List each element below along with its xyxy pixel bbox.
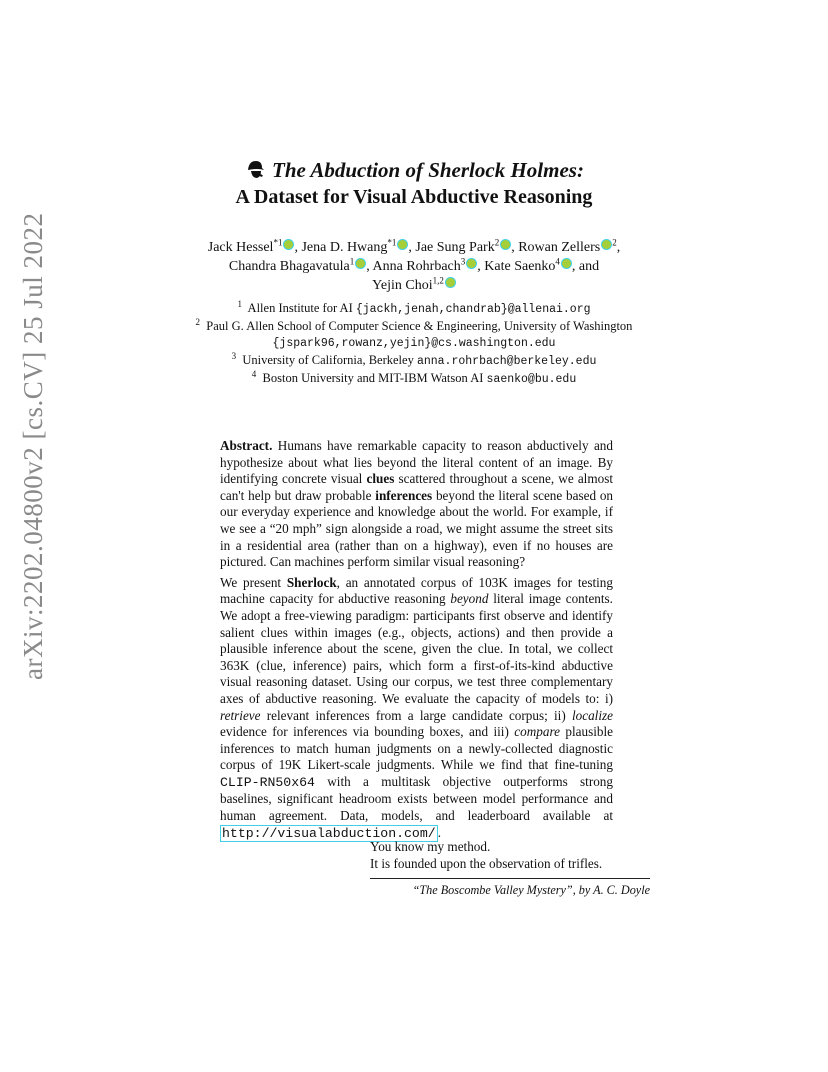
orcid-icon[interactable] bbox=[283, 239, 294, 250]
author-name: Yejin Choi bbox=[372, 278, 433, 293]
abstract-label: Abstract. bbox=[220, 438, 273, 453]
abstract-text: with a multitask objective outperforms strong baselines, significant headroom exists between model performance and human agreement. Data, models, and leaderboard available at bbox=[220, 773, 613, 824]
epigraph-line-2: It is founded upon the observation of trifles. bbox=[370, 855, 603, 871]
author-name: Kate Saenko bbox=[484, 259, 556, 274]
author-list: Jack Hessel$^{*1}$ , Jena D. Hwang$^{*1}$ , Jae Sung Park$^2$ , Rowan Zellers $^2$, Chandra Bhagavatula$^1$ , Anna Rohrbach$^3$ , Kate Saenko$^4$ , and Yejin Choi$^{1,2}$ bbox=[207, 237, 621, 293]
author-sup: *1 bbox=[387, 237, 397, 248]
abstract-bold: inferences bbox=[375, 487, 433, 503]
author-name: Jack Hessel bbox=[207, 240, 274, 255]
abstract-text: evidence for inferences via bounding boxes, and iii) bbox=[220, 724, 515, 740]
orcid-icon[interactable] bbox=[466, 258, 477, 269]
abstract-bold: clues bbox=[366, 471, 395, 487]
affiliation-4 bbox=[120, 370, 708, 388]
abstract-paragraph-1 bbox=[220, 438, 613, 571]
affiliation-number: 4 bbox=[251, 368, 257, 379]
abstract bbox=[220, 438, 613, 846]
affiliation-text: Paul G. Allen School of Computer Science & Engineering, University of Washington bbox=[206, 319, 633, 333]
abstract-text: plausible inferences to match human judgments on a newly-collected diagnostic corpus of 19K Likert-scale judgments. While we find that fine-tuning bbox=[220, 724, 613, 773]
abstract-text: Humans have remarkable capacity to reason abductively and hypothesize about what lies beyond the literal content of an image. By identifying concrete visual bbox=[220, 438, 613, 487]
affiliation-3 bbox=[120, 352, 708, 370]
affiliations bbox=[120, 300, 708, 388]
orcid-icon[interactable] bbox=[397, 239, 408, 250]
epigraph bbox=[370, 839, 650, 899]
abstract-text: We present bbox=[220, 574, 287, 590]
affiliation-text: University of California, Berkeley bbox=[242, 353, 417, 367]
orcid-icon[interactable] bbox=[601, 239, 612, 250]
paper-title bbox=[0, 156, 828, 210]
orcid-icon[interactable] bbox=[445, 277, 456, 288]
affiliation-email: {jackh,jenah,chandrab}@allenai.org bbox=[355, 303, 591, 316]
affiliation-1 bbox=[120, 300, 708, 318]
detective-hat-icon bbox=[244, 158, 266, 180]
abstract-text: scattered throughout a scene, we almost can't help but draw probable bbox=[220, 471, 613, 503]
abstract-text: relevant inferences from a large candidate corpus; ii) bbox=[260, 707, 572, 723]
affiliation-number: 1 bbox=[237, 298, 242, 309]
author-sup: 3 bbox=[460, 256, 466, 267]
orcid-icon[interactable] bbox=[355, 258, 366, 269]
affiliation-email: saenko@bu.edu bbox=[486, 373, 577, 386]
affiliation-text: Boston University and MIT-IBM Watson AI bbox=[262, 371, 487, 385]
arxiv-side-stamp: arXiv:2202.04800v2 [cs.CV] 25 Jul 2022 bbox=[18, 212, 48, 680]
abstract-text: literal image contents. We adopt a free-viewing paradigm: participants first observe and identify salient clues within images (e.g., objects, actions) and then provide a plausible inference about the scene, given the clue. In total, we collect 363K (clue, inference) pairs, which form a first-of-its-kind abductive visual reasoning dataset. Using our corpus, we test three complementary axes of abductive reasoning. We evaluate the capacity of models to: i) bbox=[220, 591, 613, 706]
affiliation-text: Allen Institute for AI bbox=[247, 301, 356, 315]
author-name: Jena D. Hwang bbox=[301, 240, 388, 255]
epigraph-source: “The Boscombe Valley Mystery”, by A. C. Doyle bbox=[412, 883, 650, 898]
abstract-text: beyond the literal scene based on our everyday experience and knowledge about the world. For example, if we see a “20 mph” sign alongside a road, we might assume the street sits in a residential area (rather than on a highway), even if no houses are pictured. Can machines perform similar visual reasoning? bbox=[220, 487, 614, 570]
abstract-bold: Sherlock bbox=[286, 574, 337, 590]
author-sup: 4 bbox=[555, 256, 560, 267]
author-sup: 2 bbox=[612, 237, 617, 248]
author-sup: *1 bbox=[273, 237, 283, 248]
abstract-italic: localize bbox=[571, 707, 613, 723]
abstract-text: , an annotated corpus of 103K images for testing machine capacity for abductive reasoning bbox=[220, 574, 613, 607]
epigraph-line-1: You know my method. bbox=[370, 839, 491, 854]
title-line-2: A Dataset for Visual Abductive Reasoning bbox=[235, 186, 593, 208]
author-name: Rowan Zellers bbox=[518, 240, 601, 255]
model-name: CLIP-RN50x64 bbox=[220, 774, 315, 790]
orcid-icon[interactable] bbox=[500, 239, 511, 250]
affiliation-number: 2 bbox=[195, 316, 201, 327]
affiliation-2 bbox=[120, 318, 708, 335]
title-line-1: The Abduction of Sherlock Holmes: bbox=[272, 158, 584, 182]
author-sup: 1,2 bbox=[432, 275, 444, 286]
abstract-italic: compare bbox=[514, 724, 560, 740]
orcid-icon[interactable] bbox=[561, 258, 572, 269]
abstract-italic: beyond bbox=[450, 591, 489, 607]
author-and: and bbox=[578, 259, 600, 274]
author-name: Anna Rohrbach bbox=[372, 259, 461, 274]
project-url-link[interactable]: http://visualabduction.com/ bbox=[222, 825, 436, 841]
author-sup: 2 bbox=[494, 237, 500, 248]
author-name: Chandra Bhagavatula bbox=[228, 259, 350, 274]
author-sup: 1 bbox=[349, 256, 355, 267]
affiliation-email: anna.rohrbach@berkeley.edu bbox=[416, 355, 597, 368]
abstract-italic: retrieve bbox=[220, 707, 261, 723]
abstract-paragraph-2 bbox=[220, 575, 613, 843]
affiliation-number: 3 bbox=[231, 350, 237, 361]
author-name: Jae Sung Park bbox=[415, 240, 495, 255]
epigraph-divider bbox=[370, 878, 650, 879]
abstract-text: . bbox=[437, 824, 441, 840]
affiliation-2-email: {jspark96,rowanz,yejin}@cs.washington.edu bbox=[272, 337, 556, 350]
